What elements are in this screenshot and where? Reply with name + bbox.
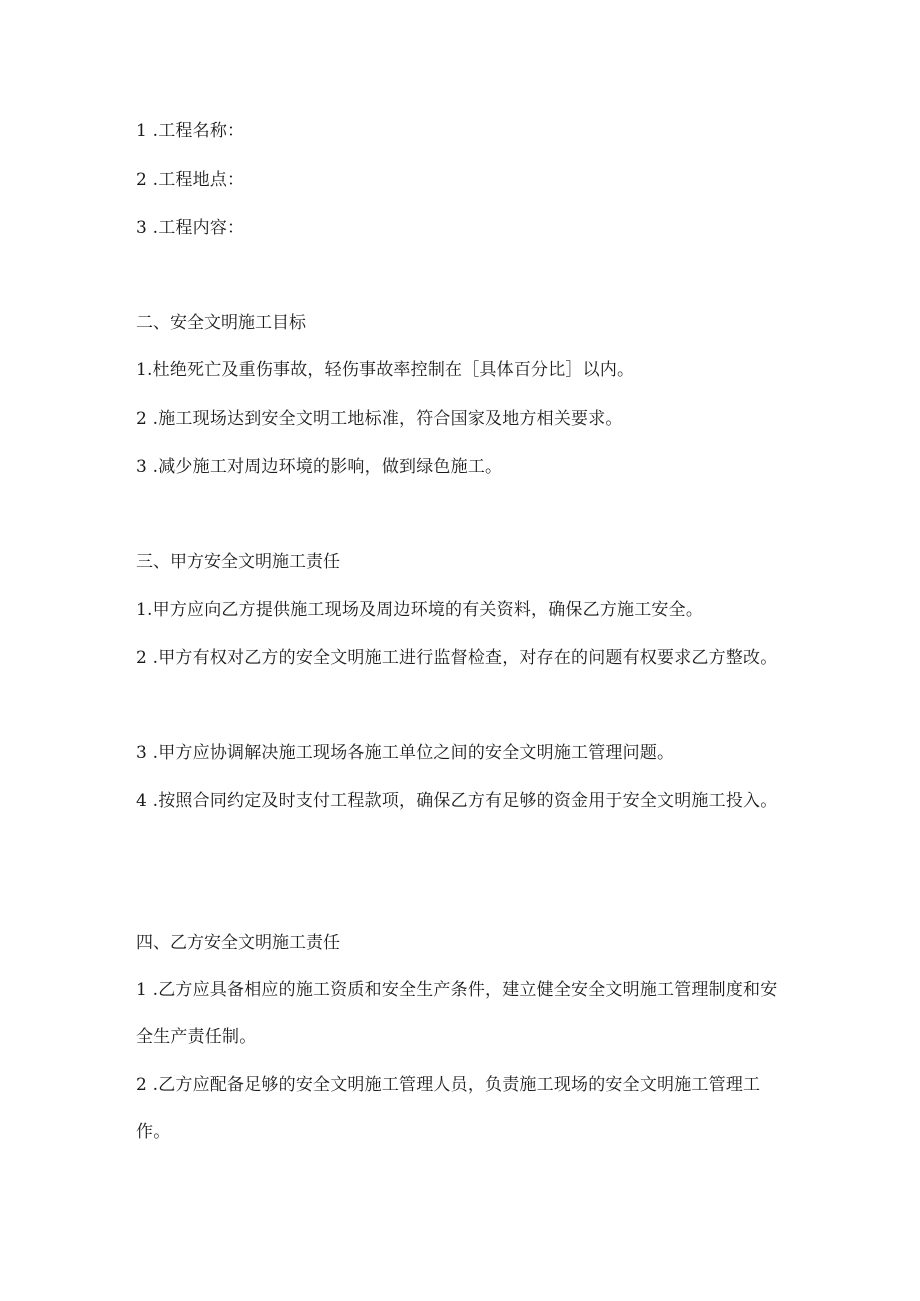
project-name-item: 1 .工程名称： [136,121,245,141]
section-4-heading: 四、乙方安全文明施工责任 [136,933,340,953]
section-2-item-1: 1.杜绝死亡及重伤事故，轻伤事故率控制在［具体百分比］以内。 [136,360,635,380]
section-3-heading: 三、甲方安全文明施工责任 [136,552,340,572]
section-3-item-4: 4 .按照合同约定及时支付工程款项，确保乙方有足够的资金用于安全文明施工投入。 [136,791,778,811]
project-location-item: 2 .工程地点： [136,170,245,190]
section-4-item-1: 1 .乙方应具备相应的施工资质和安全生产条件，建立健全安全文明施工管理制度和安全生产责任制。 [136,980,778,1047]
section-3-item-1: 1.甲方应向乙方提供施工现场及周边环境的有关资料，确保乙方施工安全。 [136,600,704,620]
section-3-item-3: 3 .甲方应协调解决施工现场各施工单位之间的安全文明施工管理问题。 [136,743,675,763]
section-4-item-2: 2 .乙方应配备足够的安全文明施工管理人员，负责施工现场的安全文明施工管理工作。 [136,1075,761,1142]
section-2-item-2: 2 .施工现场达到安全文明工地标准，符合国家及地方相关要求。 [136,409,623,429]
section-3-item-2: 2 .甲方有权对乙方的安全文明施工进行监督检查，对存在的问题有权要求乙方整改。 [136,648,778,668]
project-content-item: 3 .工程内容： [136,218,245,238]
section-2-item-3: 3 .减少施工对周边环境的影响，做到绿色施工。 [136,457,503,477]
section-2-heading: 二、安全文明施工目标 [136,313,306,333]
